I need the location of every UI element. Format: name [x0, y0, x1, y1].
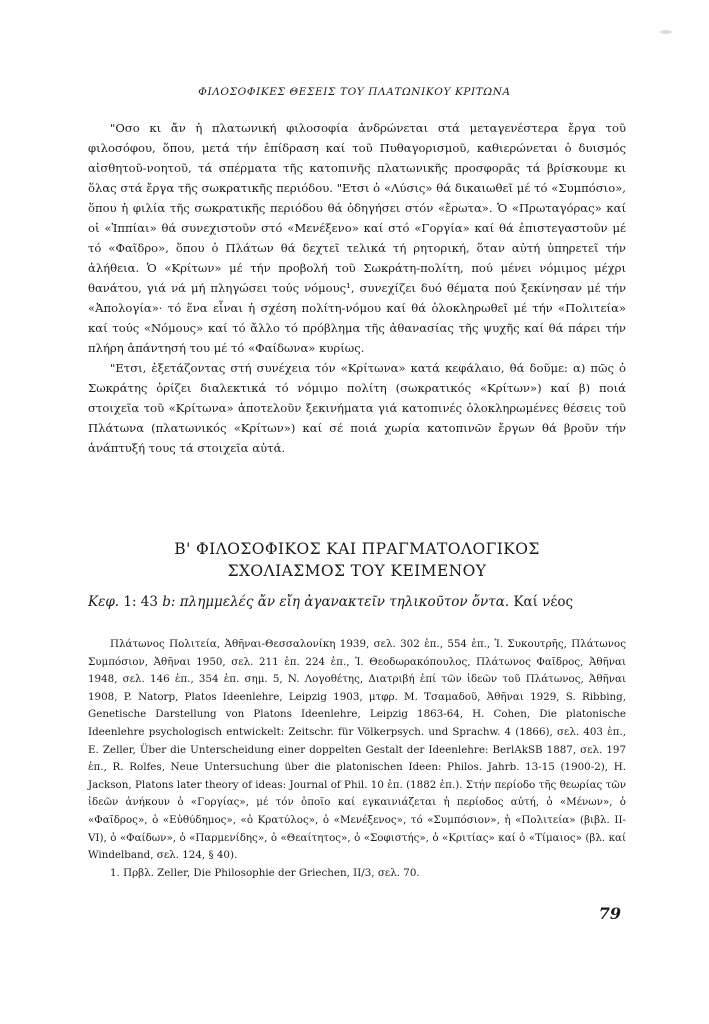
footnotes — [88, 636, 626, 882]
ref-label: Κεφ. — [88, 594, 120, 610]
ref-tail: Καί νέος — [513, 594, 574, 610]
footnote: Πλάτωνος Πολιτεία, Ἀθῆναι-Θεσσαλονίκη 1939, σελ. 302 ἑπ., 554 ἑπ., Ἰ. Συκουτρῆς, Πλάτωνος Συμπόσιον, Ἀθῆναι 1950, σελ. 211 ἑπ. 224 ἑπ., Ἰ. Θεοδωρακόπουλος, Πλάτωνος Φαῖδρος, Ἀθῆναι 1948, σελ. 146 ἑπ., 354 ἑπ. σημ. 5, N. Λογοθέτης, Διατριβή ἐπί τῶν ἰδεῶν τοῦ Πλάτωνος, Ἀθῆναι 1908, P. Natorp, Platos Ideenlehre, Leipzig 1903, μτφρ. M. Τσαμαδοῦ, Ἀθῆναι 1929, S. Ribbing, Genetische Darstellung von Platons Ideenlehre, Leipzig 1863-64, H. Cohen, Die platonische Ideenlehre psychologisch entwickelt: Zeitschr. für Völkerpsych. und Sprachw. 4 (1866), σελ. 403 ἑπ., E. Zeller, Über die Unterscheidung einer doppelten Gestalt der Ideenlehre: BerlAkSB 1887, σελ. 197 ἑπ., R. Rolfes, Neue Untersuchung über die platonischen Ideen: Philos. Jahrb. 13-15 (1900-2), H. Jackson, Platons later theory of ideas: Journal of Phil. 10 ἑπ. (1882 ἑπ.). Στήν περίοδο τῆς θεωρίας τῶν ἰδεῶν ἀνήκουν ὁ «Γοργίας», μέ τόν ὁποῖο καί εγκαινιάζεται ἡ περίοδος αὐτή, ὁ «Μένων», ὁ «Φαῖδρος», ὁ «Εὐθύδημος», «ὁ Κρατύλος», ὁ «Μενέξενος», τό «Συμπόσιον», ἡ «Πολιτεία» (βιβλ. II-VI), ὁ «Φαίδων», ὁ «Παρμενίδης», ὁ «Θεαίτητος», ὁ «Σοφιστής», ὁ «Κριτίας» καί ὁ «Τίμαιος» (βλ. καί Windelband, σελ. 124, § 40). — [88, 638, 626, 862]
section-title — [88, 538, 626, 582]
section-title-line: Β' ΦΙΛΟΣΟΦΙΚΟΣ ΚΑΙ ΠΡΑΓΜΑΤΟΛΟΓΙΚΟΣ — [174, 540, 540, 558]
main-text — [88, 118, 626, 458]
section-title-line: ΣΧΟΛΙΑΣΜΟΣ ΤΟΥ ΚΕΙΜΕΝΟΥ — [227, 562, 487, 580]
ref-quote: b: πλημμελές ἄν εἴη ἀγανακτεῖν τηλικοῦτον ὄντα. — [162, 594, 510, 610]
scan-smudge — [660, 30, 672, 34]
chapter-reference — [88, 592, 626, 612]
paragraph: "Οσο κι ἄν ἡ πλατωνική φιλοσοφία ἀνδρώνεται στά μεταγενέστερα ἔργα τοῦ φιλοσόφου, ὅπου, μετά τήν ἐπίδραση καί τοῦ Πυθαγορισμοῦ, καθιερώνεται ὁ δυισμός αἰσθητοῦ-νοητοῦ, τά σπέρματα τῆς κατοπινῆς πλατωνικῆς προσφορᾶς τά βρίσκουμε κι ὅλας στά ἔργα τῆς σωκρατικῆς περιόδου. "Ετσι ὁ «Λύσις» θά δικαιωθεῖ μέ τό «Συμπόσιο», ὅπου ἡ φιλία τῆς σωκρατικῆς περιόδου θά ὁδηγήσει στόν «ἔρωτα». Ὁ «Πρωταγόρας» καί οἱ «Ἱππίαι» θά συνεχιστοῦν στό «Μενέξενο» καί στό «Γοργία» καί θά ἐπιστεγαστοῦν μέ τό «Φαῖδρο», ὅπου ὁ Πλάτων θά δεχτεῖ τελικά τή ρητορική, ὅταν αὐτή ὑπηρετεῖ τήν ἀλήθεια. Ὁ «Κρίτων» μέ τήν προβολή τοῦ Σωκράτη-πολίτη, πού μένει νόμιμος μέχρι θανάτου, γιά νά μή πληγώσει τούς νόμους¹, συνεχίζει δυό θέματα πού ξεκίνησαν μέ τήν «Ἀπολογία»· τό ἕνα εἶναι ἡ σχέση πολίτη-νόμου καί θά ὁλοκληρωθεῖ μέ τήν «Πολιτεία» καί τούς «Νόμους» καί τό ἄλλο τό πρόβλημα τῆς ἀθανασίας τῆς ψυχῆς καί θά πάρει τήν πλήρη ἀπάντησή του μέ τό «Φαίδωνα» κυρίως. — [88, 121, 626, 355]
ref-number: 1: 43 — [123, 594, 158, 610]
running-header: ΦΙΛΟΣΟΦΙΚΕΣ ΘΕΣΕΙΣ ΤΟΥ ΠΛΑΤΩΝΙΚΟΥ ΚΡΙΤΩΝΑ — [198, 86, 511, 98]
paragraph: "Ετσι, ἐξετάζοντας στή συνέχεια τόν «Κρίτωνα» κατά κεφάλαιο, θά δοῦμε: α) πῶς ὁ Σωκράτης ὁρίζει διαλεκτικά τό νόμιμο πολίτη (σωκρατικός «Κρίτων») καί β) ποιά στοιχεῖα τοῦ «Κρίτωνα» ἀποτελοῦν ξεκινήματα γιά κατοπινές ὁλοκληρωμένες θέσεις τοῦ Πλάτωνα (πλατωνικός «Κρίτων») καί σέ ποιά χωρία κατοπινῶν ἔργων θά βροῦν τήν ἀνάπτυξή τους τά στοιχεῖα αὐτά. — [88, 361, 626, 455]
footnote: 1. Πρβλ. Zeller, Die Philosophie der Griechen, II/3, σελ. 70. — [110, 866, 420, 879]
page-number: 79 — [598, 904, 621, 923]
